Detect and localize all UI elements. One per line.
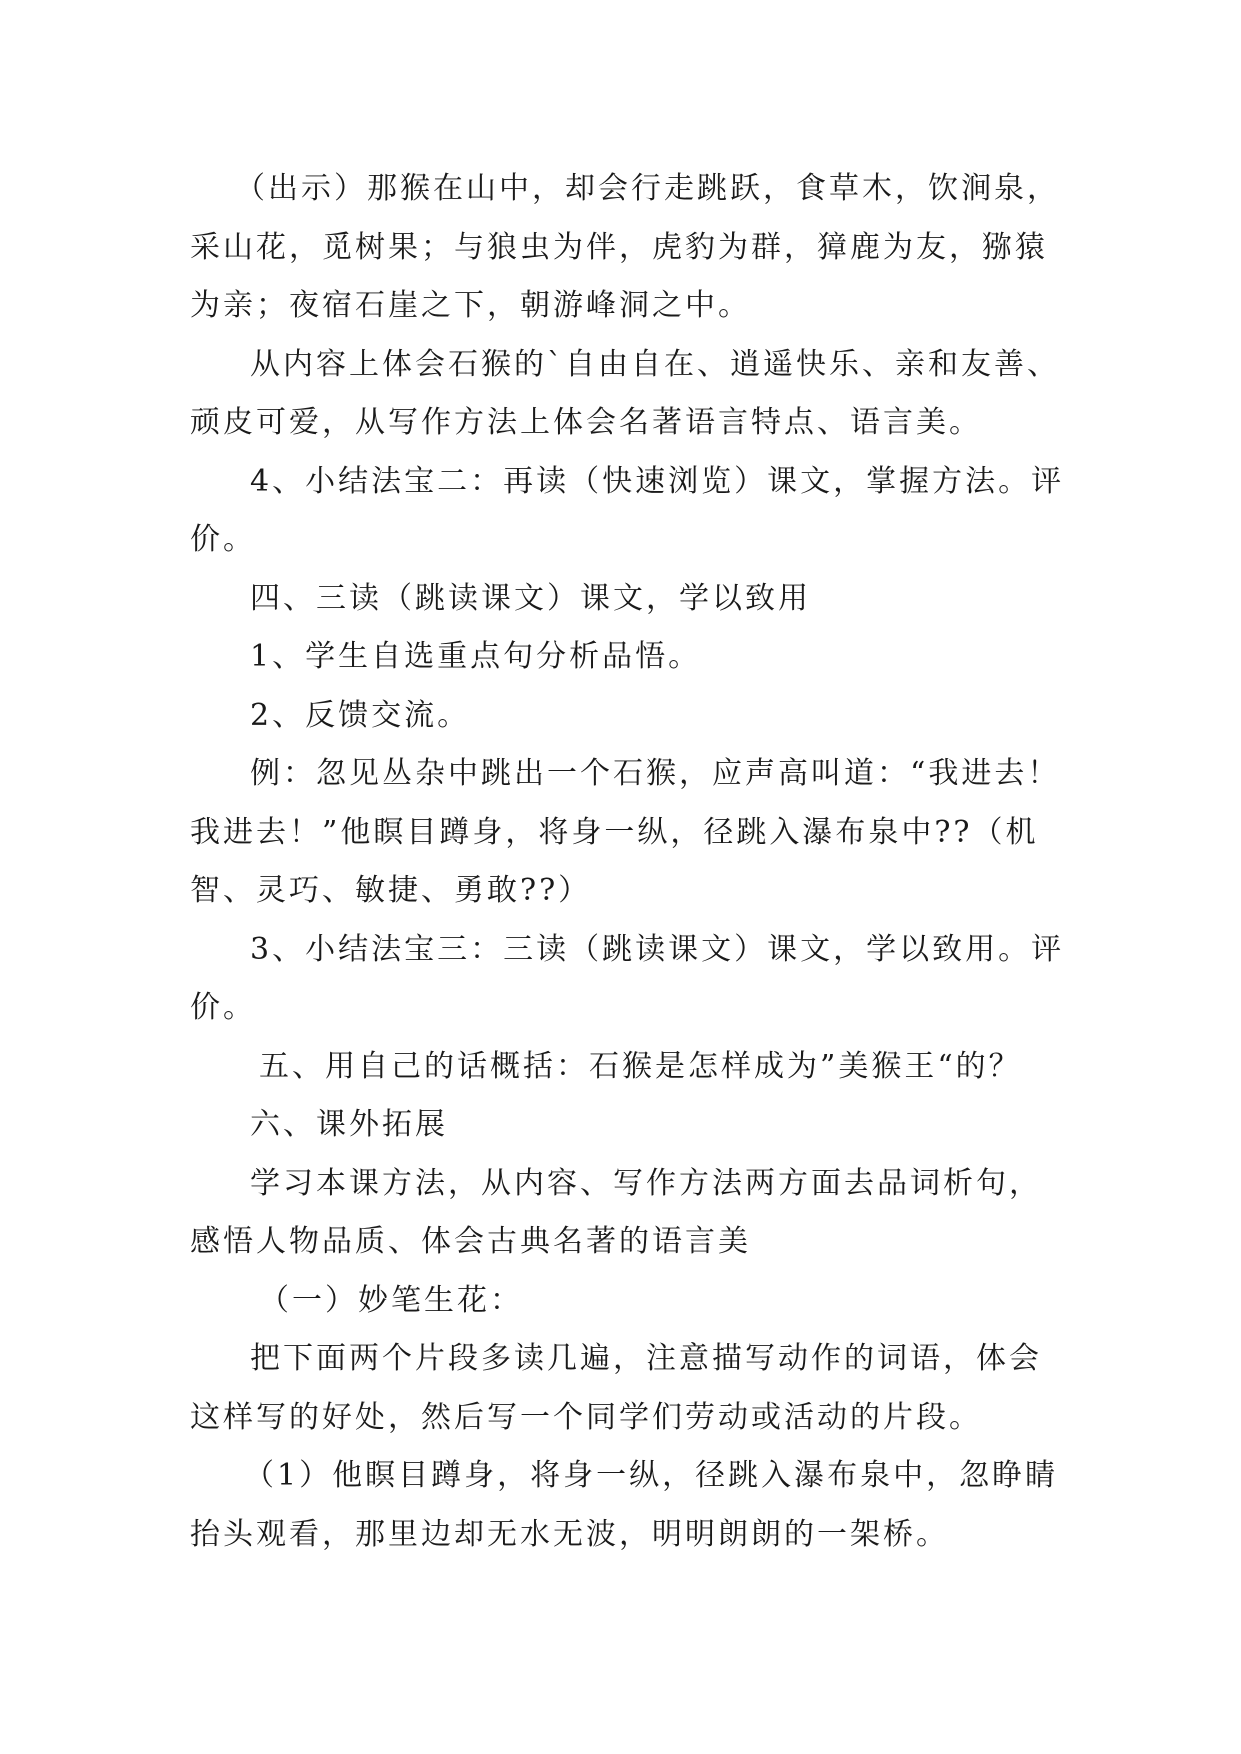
paragraph-step-2: 2、反馈交流。 [250, 697, 471, 733]
paragraph-step-1: 1、学生自选重点句分析品悟。 [250, 639, 702, 674]
paragraph-fragment-1: （1）他瞑目蹲身，将身一纵，径跳入瀑布泉中，忽睁睛抬头观看，那里边却无水无波，明明朗朗的一架桥。 [190, 1458, 1059, 1552]
paragraph-subsection-1: （一）妙笔生花： [259, 1282, 523, 1318]
paragraph-summary-2: 4、小结法宝二：再读（快速浏览）课文，掌握方法。评价。 [190, 463, 1065, 557]
document-body [190, 160, 1070, 1564]
paragraph-section-5: 五、用自己的话概括：石猴是怎样成为”美猴王“的？ [259, 1048, 1022, 1084]
paragraph-content-appreciation: 从内容上体会石猴的`自由自在、逍遥快乐、亲和友善、顽皮可爱，从写作方法上体会名著语言特点、语言美。 [190, 346, 1060, 440]
paragraph-extension: 学习本课方法，从内容、写作方法两方面去品词析句，感悟人物品质、体会古典名著的语言美 [190, 1165, 1042, 1259]
paragraph-summary-3: 3、小结法宝三：三读（跳读课文）课文，学以致用。评价。 [190, 931, 1065, 1025]
paragraph-section-4: 四、三读（跳读课文）课文，学以致用 [250, 580, 811, 616]
paragraph-excerpt: （出示）那猴在山中，却会行走跳跃，食草木，饮涧泉，采山花，觅树果；与狼虫为伴，虎豹为群，獐鹿为友，猕猿为亲；夜宿石崖之下，朝游峰洞之中。 [190, 171, 1060, 323]
paragraph-assignment: 把下面两个片段多读几遍，注意描写动作的词语，体会这样写的好处，然后写一个同学们劳动或活动的片段。 [190, 1341, 1042, 1435]
paragraph-section-6: 六、课外拓展 [250, 1107, 448, 1142]
paragraph-example: 例：忽见丛杂中跳出一个石猴，应声高叫道：“我进去！我进去！”他瞑目蹲身，将身一纵，径跳入瀑布泉中??（机智、灵巧、敏捷、勇敢??） [190, 756, 1061, 908]
